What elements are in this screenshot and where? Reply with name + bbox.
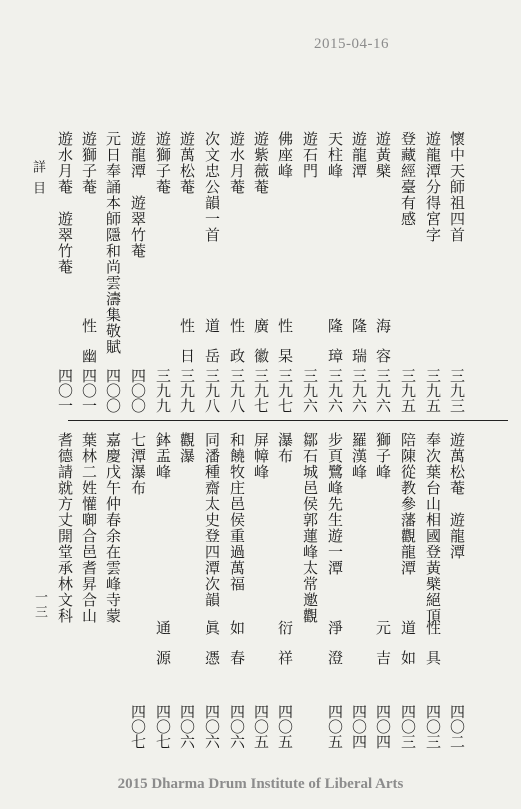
entry-title: 遊石門 bbox=[301, 131, 319, 179]
toc-entry bbox=[80, 0, 98, 413]
entry-author: 廣 徽 bbox=[252, 318, 270, 363]
entry-title: 遊萬松菴 遊龍潭 bbox=[448, 432, 466, 560]
entry-page: 四〇七 bbox=[154, 704, 172, 749]
entry-author: 元 吉 bbox=[374, 620, 392, 665]
entry-title: 遊黃檗 bbox=[374, 131, 392, 179]
entry-page: 三九五 bbox=[399, 368, 417, 413]
entry-title: 遊水月菴 bbox=[228, 131, 246, 195]
entry-title: 奉次葉台山相國登黃檗絕頂 bbox=[424, 432, 442, 624]
entry-title: 遊獅子菴 bbox=[80, 131, 98, 195]
entry-title: 遊萬松菴 bbox=[178, 131, 196, 195]
entry-author: 海 容 bbox=[374, 318, 392, 363]
entry-title: 獅子峰 bbox=[374, 432, 392, 480]
entry-page: 三九六 bbox=[374, 368, 392, 413]
entry-author: 性 政 bbox=[228, 318, 246, 363]
entry-page: 三九九 bbox=[178, 368, 196, 413]
toc-entry bbox=[374, 0, 392, 413]
entry-author: 道 岳 bbox=[203, 318, 221, 363]
toc-entry bbox=[178, 0, 196, 413]
toc-entry bbox=[350, 0, 368, 413]
toc-entry bbox=[424, 0, 442, 413]
entry-author: 通 源 bbox=[154, 620, 172, 665]
entry-page: 三九三 bbox=[448, 368, 466, 413]
entry-title: 次文忠公韻一首 bbox=[203, 131, 221, 243]
entry-title: 耆德請就方丈開堂承林文科 bbox=[56, 432, 74, 624]
entry-title: 瀑布 bbox=[276, 432, 294, 464]
entry-title: 遊獅子菴 bbox=[154, 131, 172, 195]
page-number: 一三 bbox=[32, 590, 47, 620]
entry-page: 三九六 bbox=[350, 368, 368, 413]
entry-title: 羅漢峰 bbox=[350, 432, 368, 480]
entry-page: 四〇五 bbox=[326, 704, 344, 749]
entry-title: 遊紫薇菴 bbox=[252, 131, 270, 195]
entry-author: 淨 澄 bbox=[326, 620, 344, 665]
entry-page: 三九六 bbox=[326, 368, 344, 413]
entry-page: 三九八 bbox=[203, 368, 221, 413]
toc-entry bbox=[276, 0, 294, 413]
toc-entry bbox=[203, 0, 221, 413]
watermark-text: 2015 Dharma Drum Institute of Liberal Arts bbox=[117, 776, 404, 792]
entry-page: 四〇五 bbox=[252, 704, 270, 749]
entry-title: 遊龍潭 bbox=[350, 131, 368, 179]
entry-page: 四〇〇 bbox=[129, 368, 147, 413]
entry-page: 四〇六 bbox=[178, 704, 196, 749]
entry-page: 四〇四 bbox=[374, 704, 392, 749]
entry-page: 三九六 bbox=[301, 368, 319, 413]
entry-author: 性 幽 bbox=[80, 318, 98, 363]
entry-title: 嘉慶戊午仲春余在雲峰寺蒙 bbox=[104, 432, 122, 624]
entry-title: 觀瀑 bbox=[178, 432, 196, 464]
entry-title: 屏幛峰 bbox=[252, 432, 270, 480]
entry-author: 衍 祥 bbox=[276, 620, 294, 665]
entry-title: 遊龍潭 遊翠竹菴 bbox=[129, 131, 147, 259]
toc-entry bbox=[252, 0, 270, 413]
entry-title: 步頁鷺峰先生遊一潭 bbox=[326, 432, 344, 576]
toc-entry bbox=[301, 0, 319, 413]
toc-entry bbox=[326, 0, 344, 413]
toc-entry bbox=[448, 0, 466, 413]
date-stamp: 2015-04-16 bbox=[314, 36, 389, 52]
entry-title: 鄒石城邑侯郭蓮峰太常邀觀 bbox=[301, 432, 319, 624]
entry-page: 三九七 bbox=[276, 368, 294, 413]
entry-page: 四〇〇 bbox=[104, 368, 122, 413]
entry-page: 四〇七 bbox=[129, 704, 147, 749]
entry-page: 四〇五 bbox=[276, 704, 294, 749]
entry-title: 遊龍潭分得宮字 bbox=[424, 131, 442, 243]
toc-entry bbox=[399, 0, 417, 413]
entry-title: 懷中天師祖四首 bbox=[448, 131, 466, 243]
entry-title: 元日奉誦本師隱和尚雲濤集敬賦 bbox=[104, 131, 122, 355]
section-label: 詳目 bbox=[30, 160, 45, 202]
entry-author: 隆 瑞 bbox=[350, 318, 368, 363]
entry-author: 道 如 bbox=[399, 620, 417, 665]
entry-page: 四〇一 bbox=[56, 368, 74, 413]
entry-page: 四〇六 bbox=[203, 704, 221, 749]
entry-title: 鉢盂峰 bbox=[154, 432, 172, 480]
entry-title: 同潘種齋太史登四潭次韻 bbox=[203, 432, 221, 608]
entry-title: 陪陳從教參藩觀龍潭 bbox=[399, 432, 417, 576]
entry-page: 三九八 bbox=[228, 368, 246, 413]
divider-rule bbox=[68, 420, 508, 421]
entry-title: 佛座峰 bbox=[276, 131, 294, 179]
entry-author: 如 春 bbox=[228, 620, 246, 665]
entry-page: 四〇一 bbox=[80, 368, 98, 413]
toc-entry bbox=[104, 0, 122, 413]
toc-entry bbox=[129, 0, 147, 413]
entry-title: 七潭瀑布 bbox=[129, 432, 147, 496]
toc-entry bbox=[56, 0, 74, 413]
entry-author: 眞 憑 bbox=[203, 620, 221, 665]
entry-page: 三九七 bbox=[252, 368, 270, 413]
entry-page: 三九五 bbox=[424, 368, 442, 413]
entry-author: 性 具 bbox=[424, 620, 442, 665]
toc-entry bbox=[154, 0, 172, 413]
entry-page: 三九九 bbox=[154, 368, 172, 413]
entry-author: 性 杲 bbox=[276, 318, 294, 363]
entry-title: 登藏經臺有感 bbox=[399, 131, 417, 227]
entry-page: 四〇六 bbox=[228, 704, 246, 749]
entry-title: 天柱峰 bbox=[326, 131, 344, 179]
entry-title: 葉林二姓懽啣合邑耆昇合山 bbox=[80, 432, 98, 624]
entry-page: 四〇四 bbox=[350, 704, 368, 749]
entry-title: 和饒牧庄邑侯重過萬福 bbox=[228, 432, 246, 592]
entry-author: 性 日 bbox=[178, 318, 196, 363]
toc-entry bbox=[228, 0, 246, 413]
entry-title: 遊水月菴 遊翠竹菴 bbox=[56, 131, 74, 275]
entry-page: 四〇二 bbox=[448, 704, 466, 749]
entry-author: 隆 璋 bbox=[326, 318, 344, 363]
entry-page: 四〇三 bbox=[399, 704, 417, 749]
entry-page: 四〇三 bbox=[424, 704, 442, 749]
